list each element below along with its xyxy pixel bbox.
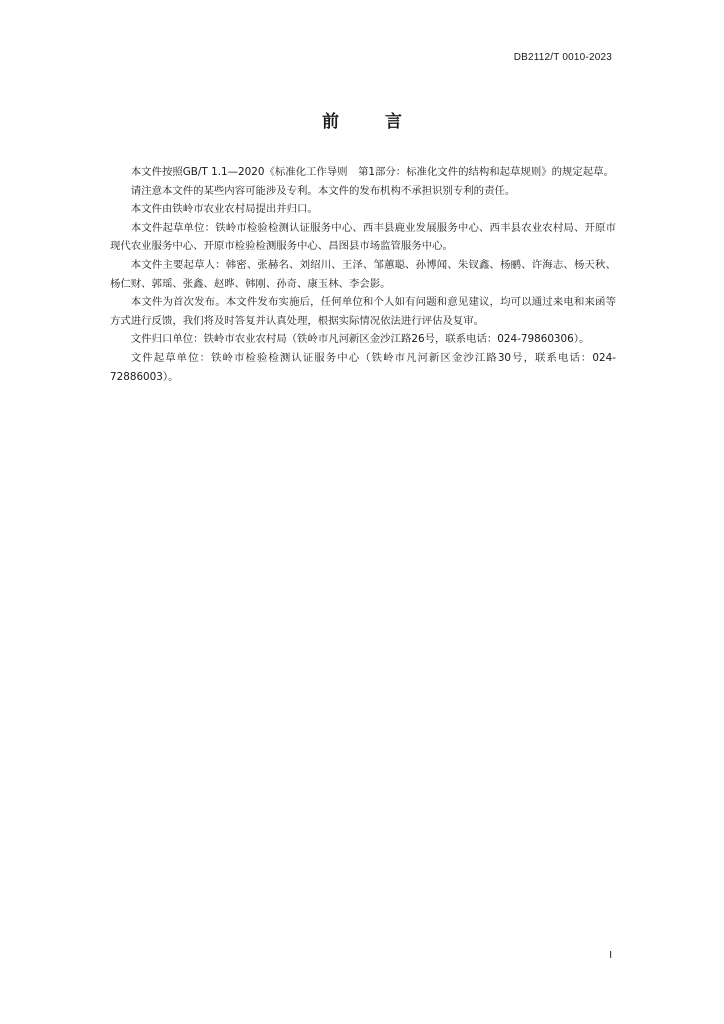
document-code: DB2112/T 0010-2023 — [513, 52, 612, 63]
paragraph-drafters: 本文件主要起草人：韩密、张赫名、刘绍川、王泽、邹蕙聪、孙博闻、朱钗鑫、杨鹂、许海志、杨天秋、杨仁财、郭瑶、张鑫、赵晔、韩刚、孙奇、康玉林、李会影。 — [110, 258, 616, 290]
paragraph-patent-notice: 请注意本文件的某些内容可能涉及专利。本文件的发布机构不承担识别专利的责任。 — [130, 184, 516, 197]
paragraph-first-release: 本文件为首次发布。本文件发布实施后，任何单位和个人如有问题和意见建议，均可以通过来电和来函等方式进行反馈，我们将及时答复并认真处理，根据实际情况依法进行评估及复审。 — [110, 296, 616, 327]
paragraph-proposer: 本文件由铁岭市农业农村局提出并归口。 — [130, 203, 318, 216]
paragraph-drafting-unit-contact: 文件起草单位：铁岭市检验检测认证服务中心（铁岭市凡河新区金沙江路30号，联系电话：024-72886003）。 — [110, 351, 616, 383]
paragraph-responsible-unit: 文件归口单位：铁岭市农业农村局（铁岭市凡河新区金沙江路26号，联系电话：024-79860306）。 — [130, 333, 590, 346]
paragraph-drafting-units: 本文件起草单位：铁岭市检验检测认证服务中心、西丰县鹿业发展服务中心、西丰县农业农村局、开原市现代农业服务中心、开原市检验检测服务中心、昌图县市场监管服务中心。 — [110, 221, 616, 253]
title-char-1: 前 — [322, 112, 339, 132]
title-char-2: 言 — [385, 112, 402, 132]
page-title — [0, 107, 724, 132]
paragraph-standard-basis: 本文件按照GB/T 1.1—2020《标准化工作导则 第1部分：标准化文件的结构和起草规则》的规定起草。 — [130, 166, 614, 178]
page-number: I — [609, 950, 612, 961]
foreword-body — [110, 163, 616, 386]
